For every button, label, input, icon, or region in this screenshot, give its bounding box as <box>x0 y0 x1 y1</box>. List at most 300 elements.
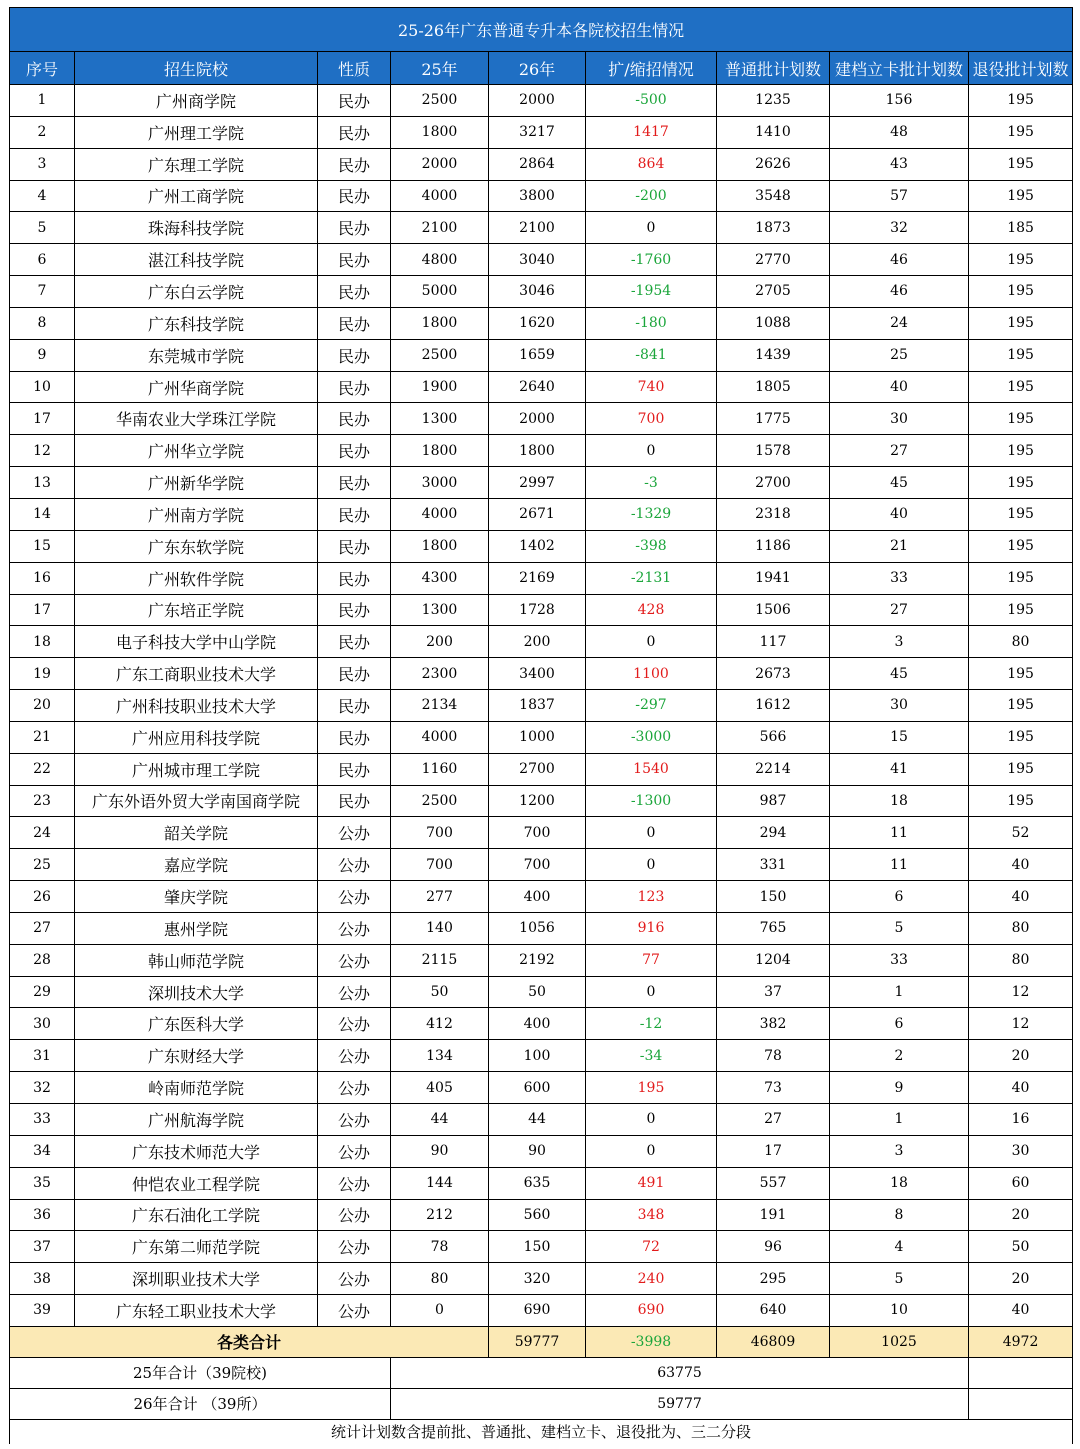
cell-2025: 1300 <box>391 403 489 435</box>
cell-school: 深圳职业技术大学 <box>75 1263 318 1295</box>
cell-veteran: 52 <box>969 817 1073 849</box>
cell-regular: 765 <box>717 912 830 944</box>
table-row <box>10 721 1073 753</box>
cell-nature: 民办 <box>318 467 391 499</box>
total-row-2026 <box>10 1388 1073 1419</box>
cell-poverty: 45 <box>830 658 969 690</box>
cell-nature: 民办 <box>318 753 391 785</box>
cell-poverty: 5 <box>830 1263 969 1295</box>
cell-poverty: 3 <box>830 626 969 658</box>
cell-nature: 公办 <box>318 849 391 881</box>
cell-change: -398 <box>586 530 717 562</box>
table-row <box>10 1040 1073 1072</box>
cell-regular: 150 <box>717 881 830 913</box>
cell-2026: 150 <box>489 1231 586 1263</box>
cell-poverty: 48 <box>830 116 969 148</box>
cell-index: 38 <box>10 1263 75 1295</box>
cell-change: -1329 <box>586 498 717 530</box>
cell-veteran: 12 <box>969 1008 1073 1040</box>
cell-change: 0 <box>586 849 717 881</box>
cell-change: 1540 <box>586 753 717 785</box>
cell-index: 37 <box>10 1231 75 1263</box>
cell-regular: 557 <box>717 1167 830 1199</box>
cell-change: -2131 <box>586 562 717 594</box>
table-row <box>10 1295 1073 1327</box>
cell-2025: 2100 <box>391 212 489 244</box>
cell-index: 33 <box>10 1104 75 1136</box>
cell-veteran: 195 <box>969 658 1073 690</box>
cell-nature: 民办 <box>318 339 391 371</box>
table-row <box>10 785 1073 817</box>
cell-change: 0 <box>586 435 717 467</box>
table-row <box>10 626 1073 658</box>
cell-2025: 2500 <box>391 785 489 817</box>
table-row <box>10 562 1073 594</box>
cell-veteran: 195 <box>969 435 1073 467</box>
cell-veteran: 195 <box>969 785 1073 817</box>
table-row <box>10 1231 1073 1263</box>
cell-veteran: 20 <box>969 1040 1073 1072</box>
cell-change: 0 <box>586 1135 717 1167</box>
cell-index: 4 <box>10 180 75 212</box>
total-value-2025: 63775 <box>391 1357 969 1388</box>
cell-regular: 295 <box>717 1263 830 1295</box>
cell-veteran: 195 <box>969 721 1073 753</box>
cell-nature: 民办 <box>318 562 391 594</box>
cell-index: 25 <box>10 849 75 881</box>
cell-nature: 公办 <box>318 817 391 849</box>
cell-2026: 700 <box>489 849 586 881</box>
cell-2026: 3400 <box>489 658 586 690</box>
cell-regular: 37 <box>717 976 830 1008</box>
cell-regular: 1204 <box>717 944 830 976</box>
cell-school: 广东外语外贸大学南国商学院 <box>75 785 318 817</box>
cell-index: 13 <box>10 467 75 499</box>
cell-2025: 1160 <box>391 753 489 785</box>
cell-2025: 2500 <box>391 85 489 117</box>
cell-poverty: 2 <box>830 1040 969 1072</box>
cell-school: 广东科技学院 <box>75 307 318 339</box>
enrollment-table-container <box>9 7 1072 1444</box>
cell-2026: 3040 <box>489 244 586 276</box>
cell-nature: 民办 <box>318 148 391 180</box>
cell-2026: 2671 <box>489 498 586 530</box>
enrollment-table <box>9 7 1073 1444</box>
cell-regular: 987 <box>717 785 830 817</box>
cell-change: 740 <box>586 371 717 403</box>
summary-regular: 46809 <box>717 1326 830 1357</box>
cell-nature: 民办 <box>318 785 391 817</box>
cell-change: 1100 <box>586 658 717 690</box>
cell-regular: 78 <box>717 1040 830 1072</box>
table-row <box>10 1104 1073 1136</box>
cell-school: 广州理工学院 <box>75 116 318 148</box>
cell-veteran: 195 <box>969 148 1073 180</box>
cell-2026: 400 <box>489 881 586 913</box>
col-header-2025: 25年 <box>391 52 489 85</box>
cell-2026: 3217 <box>489 116 586 148</box>
cell-2025: 1900 <box>391 371 489 403</box>
summary-veteran: 4972 <box>969 1326 1073 1357</box>
cell-change: 240 <box>586 1263 717 1295</box>
cell-change: 0 <box>586 626 717 658</box>
table-row <box>10 1263 1073 1295</box>
cell-2025: 140 <box>391 912 489 944</box>
cell-regular: 96 <box>717 1231 830 1263</box>
cell-change: 123 <box>586 881 717 913</box>
cell-regular: 1612 <box>717 690 830 722</box>
cell-2025: 50 <box>391 976 489 1008</box>
cell-2026: 560 <box>489 1199 586 1231</box>
cell-2026: 1056 <box>489 912 586 944</box>
cell-school: 广州航海学院 <box>75 1104 318 1136</box>
cell-school: 电子科技大学中山学院 <box>75 626 318 658</box>
table-body <box>10 85 1073 1327</box>
cell-poverty: 6 <box>830 1008 969 1040</box>
cell-change: 0 <box>586 212 717 244</box>
cell-2026: 635 <box>489 1167 586 1199</box>
cell-nature: 民办 <box>318 498 391 530</box>
table-row <box>10 339 1073 371</box>
cell-2026: 1000 <box>489 721 586 753</box>
summary-row <box>10 1326 1073 1357</box>
cell-school: 惠州学院 <box>75 912 318 944</box>
cell-school: 广东工商职业技术大学 <box>75 658 318 690</box>
cell-change: 195 <box>586 1072 717 1104</box>
col-header-change: 扩/缩招情况 <box>586 52 717 85</box>
cell-index: 8 <box>10 307 75 339</box>
cell-poverty: 18 <box>830 785 969 817</box>
cell-2025: 5000 <box>391 276 489 308</box>
cell-index: 22 <box>10 753 75 785</box>
cell-index: 28 <box>10 944 75 976</box>
table-row <box>10 530 1073 562</box>
cell-change: -1300 <box>586 785 717 817</box>
cell-poverty: 27 <box>830 435 969 467</box>
cell-veteran: 195 <box>969 371 1073 403</box>
cell-nature: 民办 <box>318 594 391 626</box>
cell-change: 690 <box>586 1295 717 1327</box>
cell-index: 35 <box>10 1167 75 1199</box>
cell-school: 广州城市理工学院 <box>75 753 318 785</box>
table-row <box>10 1072 1073 1104</box>
cell-index: 36 <box>10 1199 75 1231</box>
table-row <box>10 244 1073 276</box>
cell-nature: 民办 <box>318 244 391 276</box>
cell-regular: 1506 <box>717 594 830 626</box>
cell-2026: 400 <box>489 1008 586 1040</box>
cell-school: 广东技术师范大学 <box>75 1135 318 1167</box>
cell-2026: 2640 <box>489 371 586 403</box>
cell-school: 广东白云学院 <box>75 276 318 308</box>
cell-2025: 80 <box>391 1263 489 1295</box>
cell-change: -34 <box>586 1040 717 1072</box>
cell-nature: 民办 <box>318 212 391 244</box>
cell-regular: 2770 <box>717 244 830 276</box>
table-row <box>10 148 1073 180</box>
cell-school: 广东财经大学 <box>75 1040 318 1072</box>
cell-2025: 2134 <box>391 690 489 722</box>
cell-index: 6 <box>10 244 75 276</box>
cell-veteran: 50 <box>969 1231 1073 1263</box>
cell-index: 14 <box>10 498 75 530</box>
total-label-2026: 26年合计 （39所） <box>10 1388 391 1419</box>
table-row <box>10 212 1073 244</box>
cell-change: -1760 <box>586 244 717 276</box>
cell-index: 20 <box>10 690 75 722</box>
cell-regular: 1088 <box>717 307 830 339</box>
total-empty-cell <box>969 1357 1073 1388</box>
cell-index: 12 <box>10 435 75 467</box>
cell-2025: 700 <box>391 849 489 881</box>
cell-change: 348 <box>586 1199 717 1231</box>
cell-veteran: 195 <box>969 116 1073 148</box>
table-row <box>10 180 1073 212</box>
cell-nature: 公办 <box>318 1295 391 1327</box>
cell-poverty: 30 <box>830 403 969 435</box>
cell-regular: 566 <box>717 721 830 753</box>
cell-2025: 90 <box>391 1135 489 1167</box>
cell-nature: 民办 <box>318 626 391 658</box>
cell-2025: 4800 <box>391 244 489 276</box>
cell-veteran: 30 <box>969 1135 1073 1167</box>
cell-nature: 公办 <box>318 944 391 976</box>
cell-2025: 1800 <box>391 307 489 339</box>
cell-2026: 1800 <box>489 435 586 467</box>
cell-2025: 2500 <box>391 339 489 371</box>
cell-veteran: 80 <box>969 626 1073 658</box>
cell-poverty: 46 <box>830 244 969 276</box>
cell-2025: 78 <box>391 1231 489 1263</box>
cell-nature: 民办 <box>318 435 391 467</box>
cell-regular: 1186 <box>717 530 830 562</box>
cell-veteran: 195 <box>969 498 1073 530</box>
header-row <box>10 52 1073 85</box>
table-row <box>10 753 1073 785</box>
cell-poverty: 27 <box>830 594 969 626</box>
table-row <box>10 912 1073 944</box>
cell-index: 27 <box>10 912 75 944</box>
cell-poverty: 10 <box>830 1295 969 1327</box>
total-empty-cell <box>969 1388 1073 1419</box>
cell-index: 5 <box>10 212 75 244</box>
cell-school: 广东轻工职业技术大学 <box>75 1295 318 1327</box>
cell-poverty: 40 <box>830 498 969 530</box>
cell-index: 17 <box>10 403 75 435</box>
cell-veteran: 195 <box>969 180 1073 212</box>
table-row <box>10 1135 1073 1167</box>
cell-school: 韩山师范学院 <box>75 944 318 976</box>
cell-index: 26 <box>10 881 75 913</box>
cell-regular: 1805 <box>717 371 830 403</box>
cell-poverty: 9 <box>830 1072 969 1104</box>
cell-school: 湛江科技学院 <box>75 244 318 276</box>
cell-veteran: 195 <box>969 339 1073 371</box>
cell-2025: 200 <box>391 626 489 658</box>
table-note: 统计计划数含提前批、普通批、建档立卡、退役批为、三二分段 <box>10 1419 1073 1444</box>
cell-regular: 2673 <box>717 658 830 690</box>
cell-regular: 2318 <box>717 498 830 530</box>
cell-school: 广州应用科技学院 <box>75 721 318 753</box>
cell-veteran: 60 <box>969 1167 1073 1199</box>
cell-index: 18 <box>10 626 75 658</box>
cell-school: 广州南方学院 <box>75 498 318 530</box>
cell-2026: 3800 <box>489 180 586 212</box>
cell-2026: 90 <box>489 1135 586 1167</box>
table-row <box>10 307 1073 339</box>
cell-change: 0 <box>586 976 717 1008</box>
summary-label: 各类合计 <box>10 1326 489 1357</box>
table-row <box>10 276 1073 308</box>
cell-nature: 公办 <box>318 1008 391 1040</box>
cell-2026: 2192 <box>489 944 586 976</box>
cell-nature: 公办 <box>318 1135 391 1167</box>
col-header-index: 序号 <box>10 52 75 85</box>
cell-2025: 212 <box>391 1199 489 1231</box>
cell-change: -1954 <box>586 276 717 308</box>
cell-poverty: 41 <box>830 753 969 785</box>
cell-2026: 3046 <box>489 276 586 308</box>
cell-2025: 2000 <box>391 148 489 180</box>
cell-veteran: 195 <box>969 85 1073 117</box>
table-row <box>10 976 1073 1008</box>
cell-nature: 公办 <box>318 1199 391 1231</box>
cell-nature: 公办 <box>318 1040 391 1072</box>
cell-nature: 民办 <box>318 371 391 403</box>
cell-regular: 2626 <box>717 148 830 180</box>
cell-regular: 1578 <box>717 435 830 467</box>
table-row <box>10 116 1073 148</box>
cell-regular: 1941 <box>717 562 830 594</box>
cell-regular: 2700 <box>717 467 830 499</box>
cell-regular: 382 <box>717 1008 830 1040</box>
cell-2025: 1800 <box>391 530 489 562</box>
cell-regular: 17 <box>717 1135 830 1167</box>
cell-regular: 1235 <box>717 85 830 117</box>
cell-2025: 405 <box>391 1072 489 1104</box>
cell-2025: 700 <box>391 817 489 849</box>
cell-index: 9 <box>10 339 75 371</box>
cell-poverty: 4 <box>830 1231 969 1263</box>
cell-nature: 公办 <box>318 1104 391 1136</box>
cell-index: 10 <box>10 371 75 403</box>
summary-poverty: 1025 <box>830 1326 969 1357</box>
cell-nature: 民办 <box>318 276 391 308</box>
cell-2025: 4000 <box>391 180 489 212</box>
table-row <box>10 817 1073 849</box>
cell-nature: 民办 <box>318 530 391 562</box>
cell-change: 0 <box>586 817 717 849</box>
cell-veteran: 40 <box>969 849 1073 881</box>
cell-school: 广州华立学院 <box>75 435 318 467</box>
cell-veteran: 195 <box>969 753 1073 785</box>
cell-school: 广州华商学院 <box>75 371 318 403</box>
cell-regular: 1439 <box>717 339 830 371</box>
cell-school: 广州商学院 <box>75 85 318 117</box>
cell-poverty: 156 <box>830 85 969 117</box>
total-row-2025 <box>10 1357 1073 1388</box>
summary-total-2026: 59777 <box>489 1326 586 1357</box>
cell-2026: 100 <box>489 1040 586 1072</box>
cell-poverty: 6 <box>830 881 969 913</box>
cell-veteran: 185 <box>969 212 1073 244</box>
table-row <box>10 594 1073 626</box>
cell-poverty: 11 <box>830 817 969 849</box>
cell-poverty: 57 <box>830 180 969 212</box>
cell-index: 32 <box>10 1072 75 1104</box>
cell-poverty: 25 <box>830 339 969 371</box>
cell-2026: 44 <box>489 1104 586 1136</box>
cell-regular: 640 <box>717 1295 830 1327</box>
cell-2025: 1300 <box>391 594 489 626</box>
cell-2025: 134 <box>391 1040 489 1072</box>
cell-2025: 0 <box>391 1295 489 1327</box>
cell-school: 广东石油化工学院 <box>75 1199 318 1231</box>
cell-change: -297 <box>586 690 717 722</box>
cell-poverty: 8 <box>830 1199 969 1231</box>
cell-veteran: 12 <box>969 976 1073 1008</box>
col-header-nature: 性质 <box>318 52 391 85</box>
cell-veteran: 16 <box>969 1104 1073 1136</box>
cell-poverty: 45 <box>830 467 969 499</box>
cell-veteran: 195 <box>969 307 1073 339</box>
cell-2025: 2300 <box>391 658 489 690</box>
cell-school: 广东培正学院 <box>75 594 318 626</box>
cell-school: 广州工商学院 <box>75 180 318 212</box>
cell-poverty: 24 <box>830 307 969 339</box>
cell-nature: 公办 <box>318 1231 391 1263</box>
cell-2025: 4300 <box>391 562 489 594</box>
cell-2026: 2864 <box>489 148 586 180</box>
cell-veteran: 195 <box>969 530 1073 562</box>
table-row <box>10 881 1073 913</box>
cell-veteran: 195 <box>969 690 1073 722</box>
cell-veteran: 195 <box>969 403 1073 435</box>
cell-2026: 1659 <box>489 339 586 371</box>
cell-2026: 2000 <box>489 85 586 117</box>
cell-2026: 2997 <box>489 467 586 499</box>
cell-school: 广东理工学院 <box>75 148 318 180</box>
cell-poverty: 32 <box>830 212 969 244</box>
cell-veteran: 195 <box>969 562 1073 594</box>
cell-nature: 民办 <box>318 180 391 212</box>
cell-change: -200 <box>586 180 717 212</box>
cell-poverty: 46 <box>830 276 969 308</box>
cell-regular: 331 <box>717 849 830 881</box>
cell-veteran: 20 <box>969 1263 1073 1295</box>
col-header-veteran: 退役批计划数 <box>969 52 1073 85</box>
table-row <box>10 944 1073 976</box>
table-row <box>10 1167 1073 1199</box>
cell-2026: 600 <box>489 1072 586 1104</box>
cell-nature: 民办 <box>318 85 391 117</box>
cell-poverty: 3 <box>830 1135 969 1167</box>
table-row <box>10 403 1073 435</box>
cell-regular: 294 <box>717 817 830 849</box>
cell-school: 广东第二师范学院 <box>75 1231 318 1263</box>
cell-veteran: 195 <box>969 276 1073 308</box>
cell-nature: 民办 <box>318 690 391 722</box>
cell-2025: 144 <box>391 1167 489 1199</box>
cell-index: 21 <box>10 721 75 753</box>
cell-index: 17 <box>10 594 75 626</box>
cell-school: 岭南师范学院 <box>75 1072 318 1104</box>
cell-school: 嘉应学院 <box>75 849 318 881</box>
cell-2026: 1200 <box>489 785 586 817</box>
cell-veteran: 80 <box>969 944 1073 976</box>
cell-2026: 1402 <box>489 530 586 562</box>
cell-index: 16 <box>10 562 75 594</box>
